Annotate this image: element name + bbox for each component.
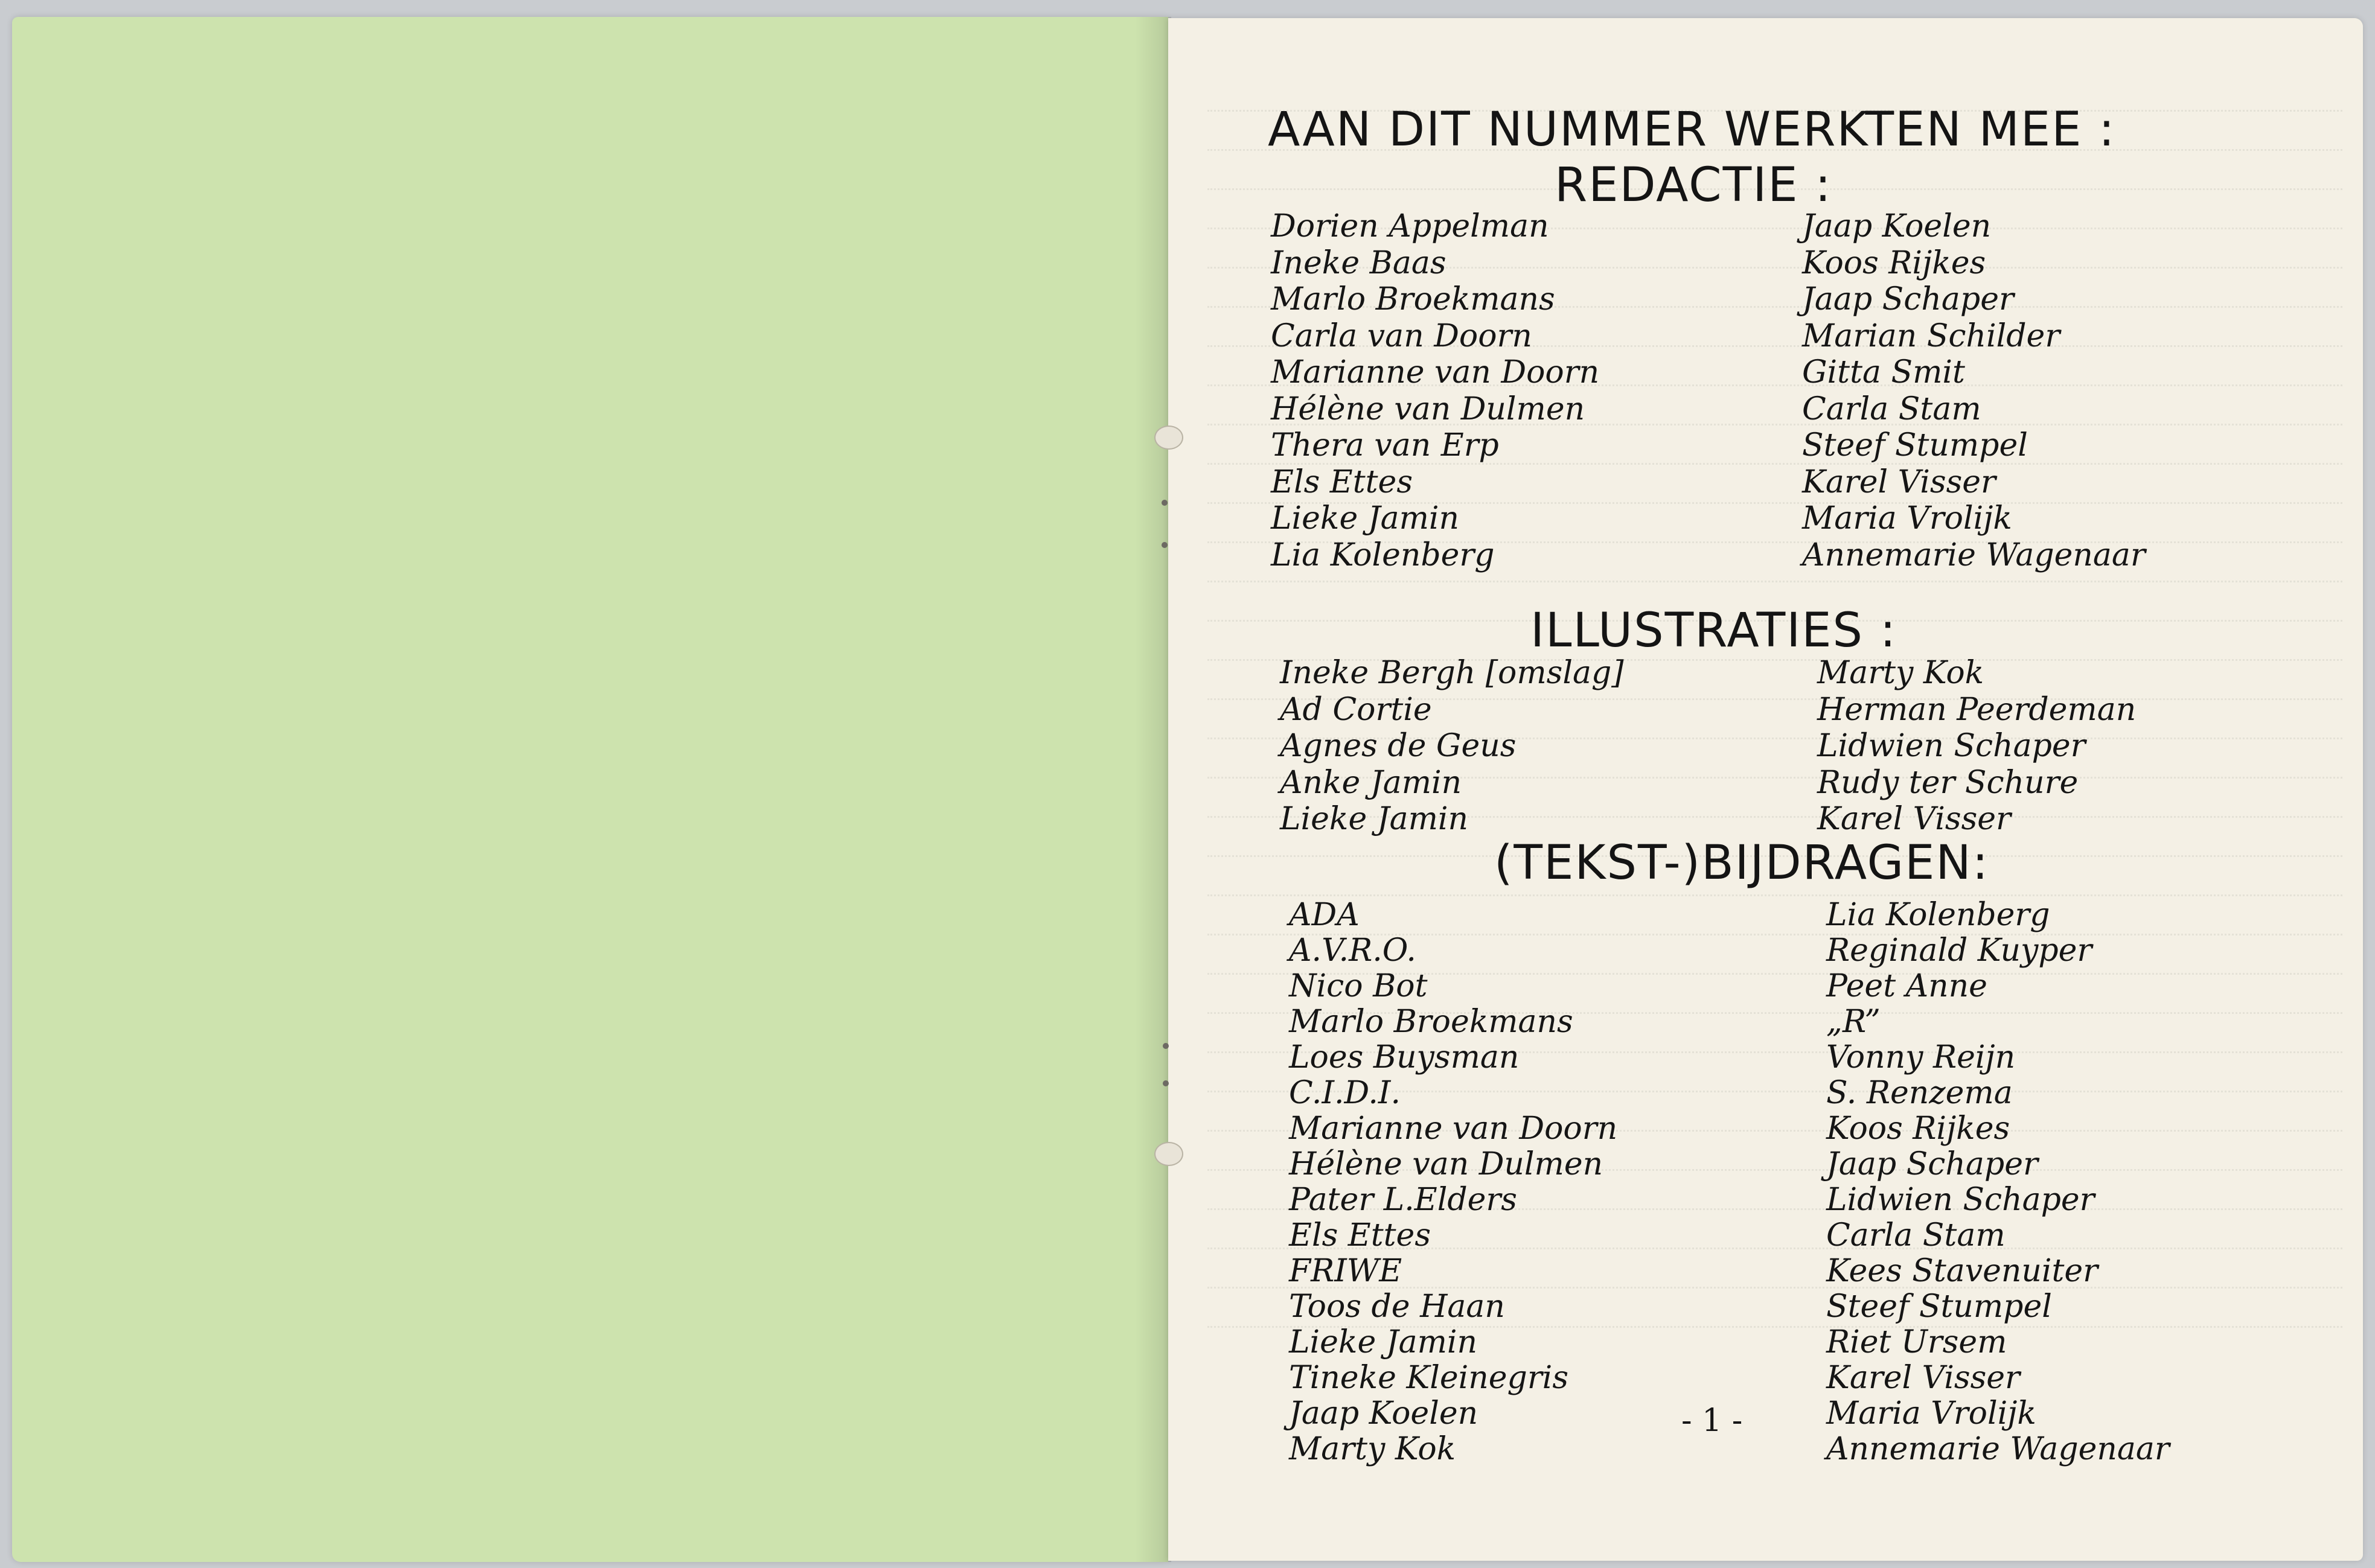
list-item: Els Ettes — [1271, 464, 1413, 500]
list-item: Karel Visser — [1817, 801, 2011, 837]
list-item: Lieke Jamin — [1289, 1324, 1478, 1360]
list-item: Dorien Appelman — [1271, 208, 1549, 244]
list-item: Jaap Schaper — [1826, 1146, 2038, 1182]
redactie-column-right — [1802, 208, 2146, 573]
list-item: Anke Jamin — [1280, 764, 1462, 801]
list-item: Agnes de Geus — [1280, 728, 1517, 764]
list-item: Karel Visser — [1826, 1360, 2020, 1396]
list-item: Karel Visser — [1802, 464, 1996, 500]
bijdragen-heading: (TEKST-)BIJDRAGEN: — [1494, 836, 1990, 890]
illustraties-column-right — [1817, 655, 2136, 838]
list-item: Annemarie Wagenaar — [1802, 537, 2146, 573]
list-item: Thera van Erp — [1271, 427, 1499, 464]
list-item: FRIWE — [1289, 1253, 1402, 1289]
list-item: Gitta Smit — [1802, 354, 1965, 390]
list-item: Lidwien Schaper — [1826, 1182, 2095, 1218]
list-item: Carla Stam — [1802, 390, 1981, 427]
list-item: Lieke Jamin — [1271, 500, 1460, 537]
list-item: Maria Vrolijk — [1802, 500, 2012, 537]
list-item: Marianne van Doorn — [1271, 354, 1600, 390]
list-item: Maria Vrolijk — [1826, 1395, 2036, 1432]
redactie-heading: REDACTIE : — [1555, 158, 1832, 212]
list-item: Marlo Broekmans — [1271, 281, 1555, 317]
list-item: Marty Kok — [1289, 1431, 1456, 1467]
list-item: Jaap Koelen — [1289, 1395, 1478, 1432]
redactie-column-left — [1271, 208, 1599, 573]
list-item: Lia Kolenberg — [1271, 537, 1495, 573]
list-item: „R” — [1826, 1004, 1881, 1040]
list-item: Koos Rijkes — [1802, 244, 1986, 281]
list-item: Nico Bot — [1289, 968, 1428, 1004]
list-item: Lidwien Schaper — [1817, 728, 2086, 764]
list-item: Loes Buysman — [1289, 1039, 1520, 1076]
list-item: Vonny Reijn — [1826, 1039, 2016, 1076]
list-item: Els Ettes — [1289, 1217, 1431, 1254]
list-item: Toos de Haan — [1289, 1289, 1505, 1325]
list-item: Carla van Doorn — [1271, 317, 1532, 354]
list-item: Lieke Jamin — [1280, 801, 1469, 837]
list-item: Ad Cortie — [1280, 691, 1432, 728]
list-item: Annemarie Wagenaar — [1826, 1431, 2170, 1467]
list-item: Herman Peerdeman — [1817, 691, 2137, 728]
bijdragen-column-right — [1826, 897, 2170, 1467]
list-item: Tineke Kleinegris — [1289, 1360, 1568, 1396]
page-number: - 1 - — [1681, 1403, 1743, 1439]
list-item: Marian Schilder — [1802, 317, 2060, 354]
staple-top — [1154, 425, 1183, 450]
list-item: Ineke Baas — [1271, 244, 1446, 281]
binding-hole — [1162, 542, 1168, 548]
list-item: S. Renzema — [1826, 1075, 2013, 1111]
list-item: Steef Stumpel — [1802, 427, 2028, 464]
list-item: Jaap Koelen — [1802, 208, 1992, 244]
staple-bottom — [1154, 1142, 1183, 1166]
left-page-blank — [12, 17, 1168, 1562]
list-item: Marianne van Doorn — [1289, 1111, 1618, 1147]
list-item: Marlo Broekmans — [1289, 1004, 1573, 1040]
illustraties-column-left — [1280, 655, 1624, 838]
gutter-shadow — [1135, 17, 1171, 1562]
list-item: C.I.D.I. — [1289, 1075, 1401, 1111]
list-item: Marty Kok — [1817, 655, 1984, 691]
list-item: Rudy ter Schure — [1817, 764, 2079, 801]
list-item: Riet Ursem — [1826, 1324, 2007, 1360]
list-item: Carla Stam — [1826, 1217, 2006, 1254]
page-title: AAN DIT NUMMER WERKTEN MEE : — [1268, 103, 2116, 157]
binding-hole — [1163, 1080, 1169, 1086]
list-item: Peet Anne — [1826, 968, 1987, 1004]
list-item: Steef Stumpel — [1826, 1289, 2052, 1325]
bijdragen-column-left — [1289, 897, 1617, 1467]
list-item: Hélène van Dulmen — [1289, 1146, 1603, 1182]
list-item: Pater L.Elders — [1289, 1182, 1517, 1218]
list-item: A.V.R.O. — [1289, 932, 1416, 969]
list-item: ADA — [1289, 897, 1360, 933]
list-item: Kees Stavenuiter — [1826, 1253, 2099, 1289]
list-item: Lia Kolenberg — [1826, 897, 2050, 933]
list-item: Ineke Bergh [omslag] — [1280, 655, 1624, 691]
list-item: Hélène van Dulmen — [1271, 390, 1585, 427]
binding-hole — [1163, 1043, 1169, 1049]
illustraties-heading: ILLUSTRATIES : — [1530, 604, 1897, 658]
list-item: Koos Rijkes — [1826, 1111, 2010, 1147]
list-item: Reginald Kuyper — [1826, 932, 2092, 969]
binding-hole — [1162, 500, 1168, 506]
list-item: Jaap Schaper — [1802, 281, 2014, 317]
